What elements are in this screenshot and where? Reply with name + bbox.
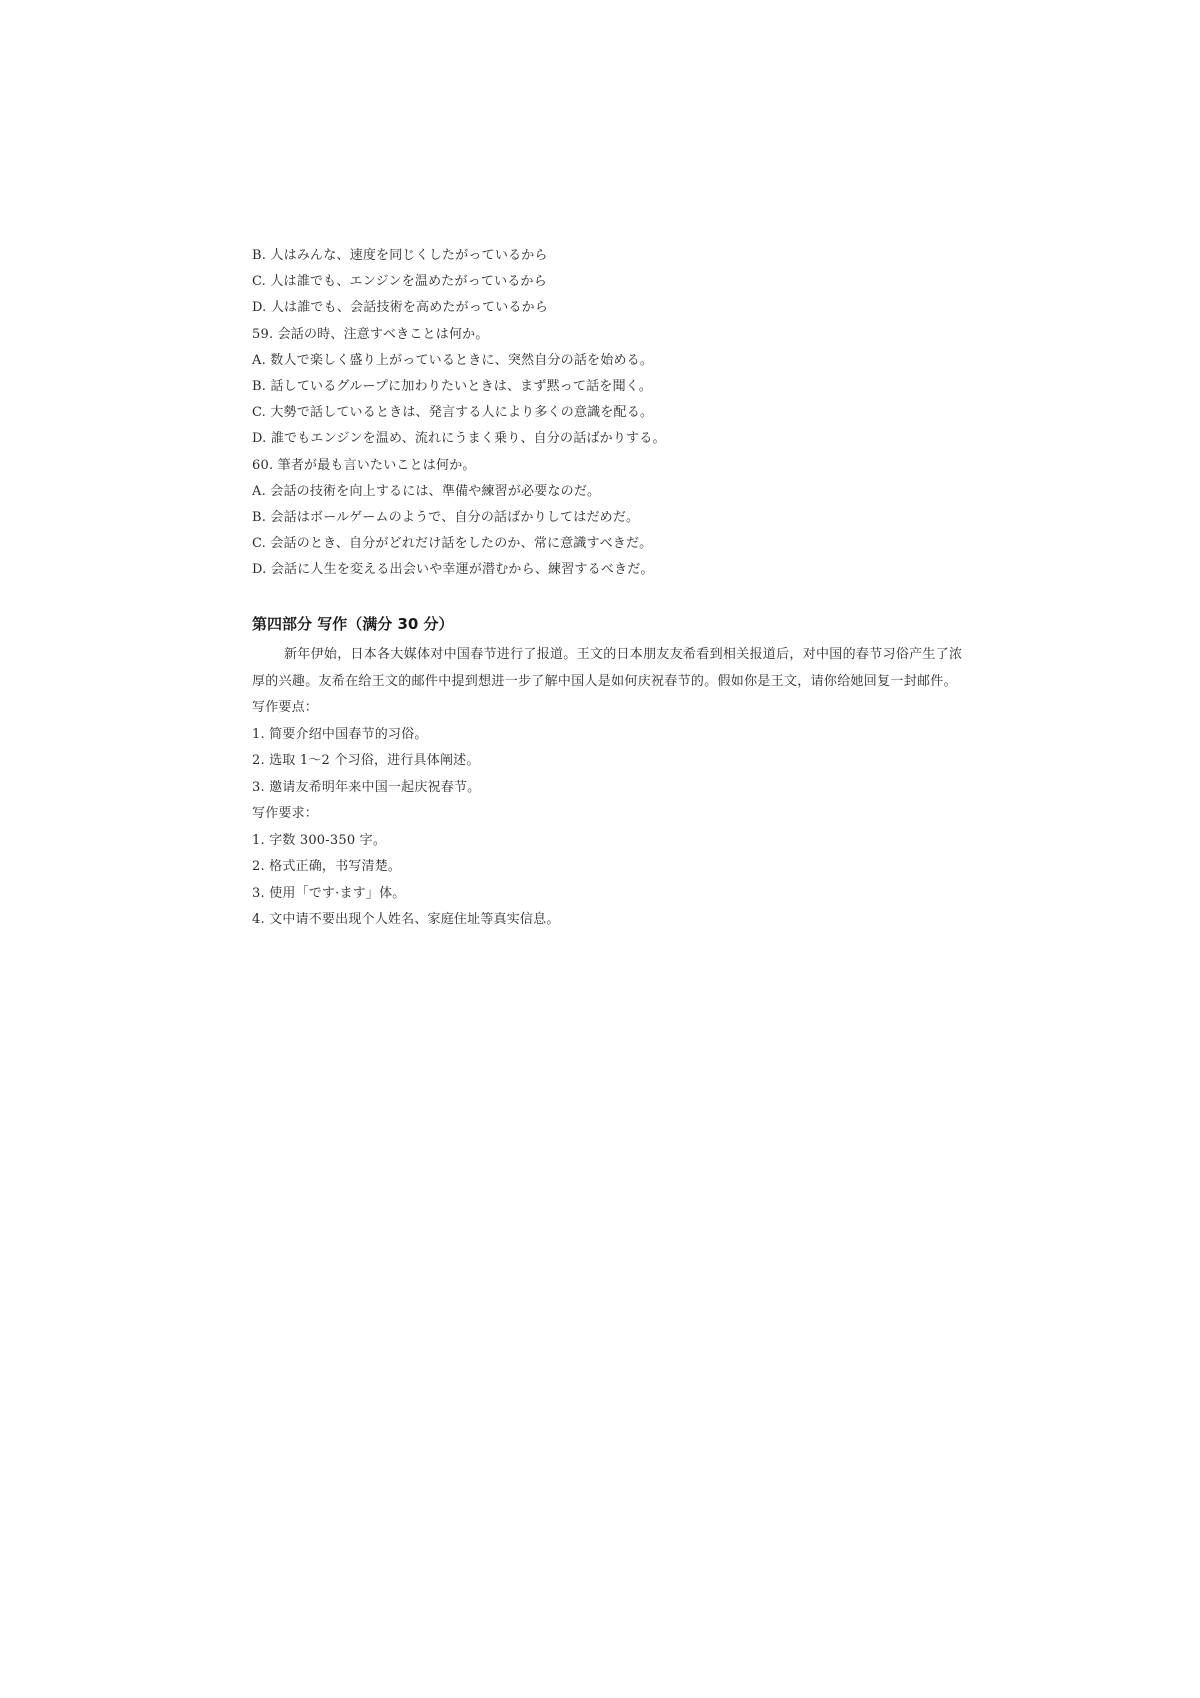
option-d: D. 誰でもエンジンを温め、流れにうまく乗り、自分の話ばかりする。	[252, 431, 666, 447]
reading-questions	[252, 243, 972, 583]
option-a: A. 数人で楽しく盛り上がっているときに、突然自分の話を始める。	[252, 352, 654, 368]
question-59: 59. 会話の時、注意すべきことは何か。	[252, 326, 489, 342]
writing-point: 2. 选取 1～2 个习俗，进行具体阐述。	[252, 753, 480, 768]
writing-section	[252, 642, 972, 934]
points-label: 写作要点：	[252, 700, 319, 715]
writing-requirement: 3. 使用「です·ます」体。	[252, 885, 406, 901]
section-title: 第四部分 写作（满分 30 分）	[252, 615, 454, 633]
option-d: D. 人は誰でも、会話技術を高めたがっているから	[252, 300, 549, 316]
writing-requirement: 4. 文中请不要出现个人姓名、家庭住址等真实信息。	[252, 912, 560, 927]
option-d: D. 会話に人生を変える出会いや幸運が潜むから、練習するべきだ。	[252, 562, 654, 578]
writing-requirement: 1. 字数 300-350 字。	[252, 832, 387, 848]
option-b: B. 話しているグループに加わりたいときは、まず黙って話を聞く。	[252, 378, 652, 394]
requirements-label: 写作要求：	[252, 806, 319, 821]
writing-point: 1. 简要介绍中国春节的习俗。	[252, 726, 428, 742]
writing-point: 3. 邀请友希明年来中国一起庆祝春节。	[252, 779, 481, 795]
option-a: A. 会話の技術を向上するには、準備や練習が必要なのだ。	[252, 483, 601, 499]
option-c: C. 大勢で話しているときは、発言する人により多くの意識を配る。	[252, 405, 654, 421]
option-c: C. 会話のとき、自分がどれだけ話をしたのか、常に意識すべきだ。	[252, 536, 653, 552]
option-b: B. 人はみんな、速度を同じくしたがっているから	[252, 248, 548, 263]
writing-requirement: 2. 格式正确，书写清楚。	[252, 859, 402, 874]
option-b: B. 会話はボールゲームのようで、自分の話ばかりしてはだめだ。	[252, 509, 640, 525]
option-c: C. 人は誰でも、エンジンを温めたがっているから	[252, 274, 547, 290]
question-60: 60. 筆者が最も言いたいことは何か。	[252, 457, 476, 473]
writing-prompt: 新年伊始，日本各大媒体对中国春节进行了报道。王文的日本朋友友希看到相关报道后，对中国的春节习俗产生了浓厚的兴趣。友希在给王文的邮件中提到想进一步了解中国人是如何庆祝春节的。假如你是王文，请你给她回复一封邮件。	[252, 647, 963, 689]
